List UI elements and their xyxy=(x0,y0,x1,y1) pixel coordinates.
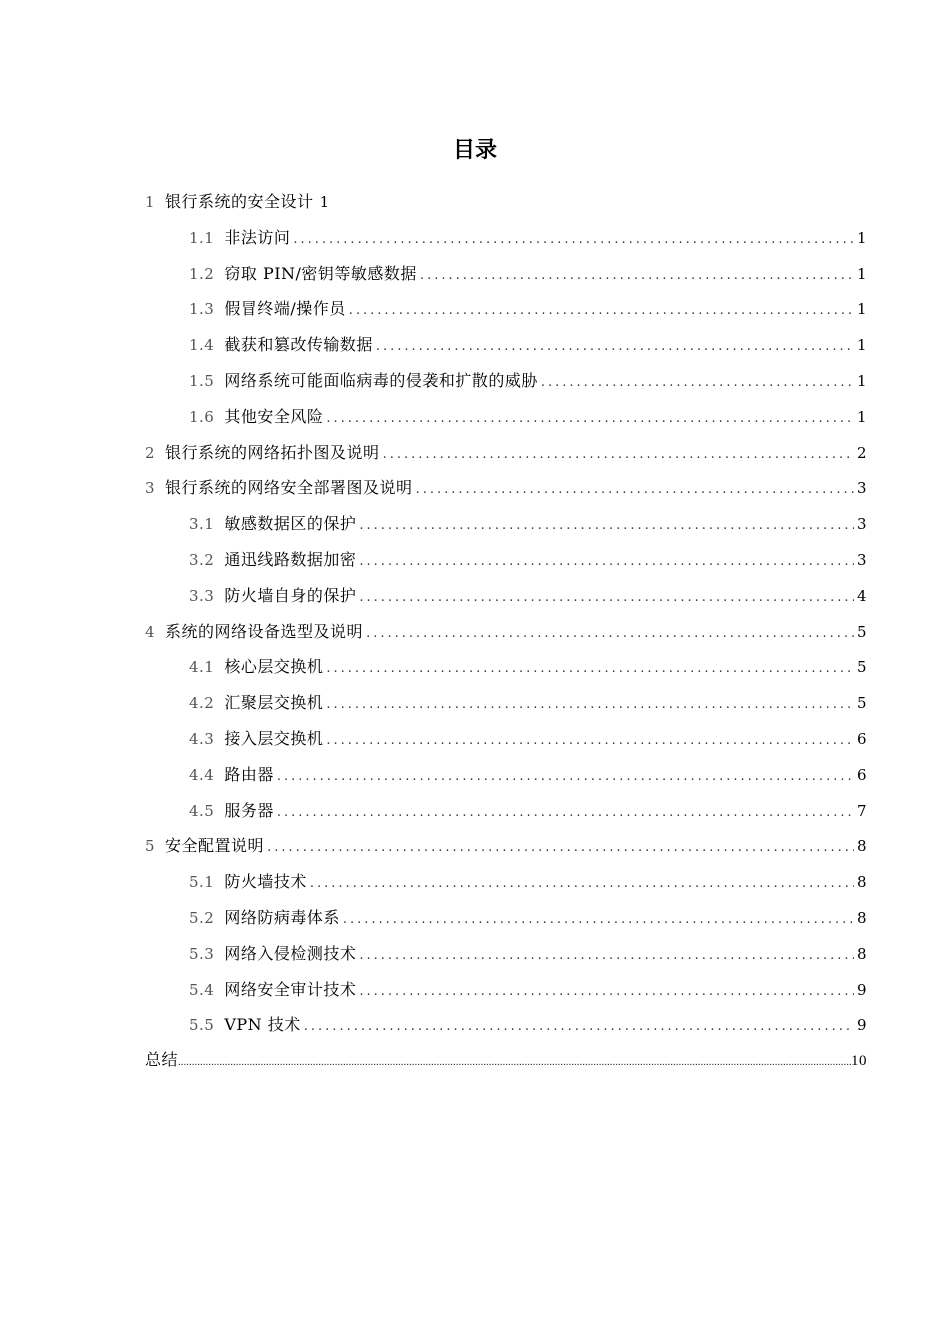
toc-entry-number: 1.5 xyxy=(189,371,215,390)
toc-entry-1-4[interactable] xyxy=(145,327,867,363)
dot-leader xyxy=(366,616,854,652)
dot-leader xyxy=(359,938,854,974)
toc-entry-page: 5 xyxy=(856,658,867,677)
toc-entry-number: 5.5 xyxy=(189,1016,215,1035)
toc-entry-label: 网络入侵检测技术 xyxy=(224,943,357,963)
toc-entry-summary[interactable] xyxy=(145,1043,867,1079)
toc-entry-page: 8 xyxy=(856,944,867,963)
toc-entry-number: 1 xyxy=(145,193,156,211)
toc-entry-3-2[interactable] xyxy=(145,542,867,578)
toc-entry-label: 银行系统的网络拓扑图及说明 xyxy=(165,442,380,462)
toc-entry-page: 5 xyxy=(856,694,867,713)
toc-entry-number: 1.4 xyxy=(189,336,215,355)
toc-entry-number: 3.1 xyxy=(189,515,215,534)
dot-leader xyxy=(277,759,854,795)
toc-entry-page: 9 xyxy=(856,980,867,999)
toc-entry-page: 3 xyxy=(856,515,867,534)
toc-entry-page: 2 xyxy=(856,443,867,462)
dot-leader xyxy=(349,293,854,329)
toc-entry-5-4[interactable] xyxy=(145,972,867,1008)
toc-entry-page: 9 xyxy=(856,1016,867,1035)
toc-entry-label: 核心层交换机 xyxy=(224,657,324,677)
dot-leader xyxy=(359,580,854,616)
toc-entry-label: 防火墙自身的保护 xyxy=(224,585,357,605)
toc-entry-page: 3 xyxy=(856,479,867,498)
toc-entry-number: 5 xyxy=(145,837,156,856)
toc-entry-5-3[interactable] xyxy=(145,936,867,972)
toc-entry-label: 总结 xyxy=(145,1052,179,1070)
toc-entry-page: 1 xyxy=(856,407,867,426)
toc-entry-label: 敏感数据区的保护 xyxy=(224,514,357,534)
toc-entry-page: 3 xyxy=(856,550,867,569)
toc-entry-1-6[interactable] xyxy=(145,399,867,435)
toc-entry-5-1[interactable] xyxy=(145,864,867,900)
toc-entry-label: 接入层交换机 xyxy=(224,728,324,748)
toc-entry-label: 通迅线路数据加密 xyxy=(224,549,357,569)
page-title: 目录 xyxy=(452,138,497,163)
toc-entry-4-1[interactable] xyxy=(145,649,867,685)
dot-leader xyxy=(420,258,854,294)
toc-entry-number: 4.2 xyxy=(189,694,215,713)
toc-entry-5[interactable] xyxy=(145,828,867,864)
dot-leader xyxy=(359,508,854,544)
toc-entry-number: 1.3 xyxy=(189,300,215,319)
dot-leader xyxy=(541,365,854,401)
toc-entry-number: 4.3 xyxy=(189,729,215,748)
toc-entry-2[interactable] xyxy=(145,435,867,471)
toc-entry-number: 3.2 xyxy=(189,550,215,569)
toc-entry-number: 2 xyxy=(145,443,156,462)
toc-entry-3-1[interactable] xyxy=(145,506,867,542)
toc-entry-label: 假冒终端/操作员 xyxy=(224,299,346,319)
toc-entry-number: 1.6 xyxy=(189,407,215,426)
toc-entry-4-3[interactable] xyxy=(145,721,867,757)
toc-entry-page: 10 xyxy=(851,1053,867,1070)
toc-entry-page: 6 xyxy=(856,765,867,784)
toc-entry-page: 6 xyxy=(856,729,867,748)
dot-leader xyxy=(293,222,854,258)
toc-entry-page: 1 xyxy=(856,371,867,390)
toc-entry-number: 3 xyxy=(145,479,156,498)
toc-entry-5-5[interactable] xyxy=(145,1007,867,1043)
dot-leader xyxy=(359,544,854,580)
dot-leader xyxy=(359,974,854,1010)
toc-entry-1-5[interactable] xyxy=(145,363,867,399)
toc-entry-5-2[interactable] xyxy=(145,900,867,936)
dot-leader xyxy=(310,866,854,902)
toc-entry-number: 1.1 xyxy=(189,228,215,247)
toc-entry-1-3[interactable] xyxy=(145,291,867,327)
toc-entry-page: 8 xyxy=(856,873,867,892)
dot-leader xyxy=(343,902,854,938)
toc-entry-number: 4 xyxy=(145,622,156,641)
dot-leader xyxy=(277,795,854,831)
toc-entry-number: 5.3 xyxy=(189,944,215,963)
toc-entry-1[interactable] xyxy=(145,184,867,220)
toc-entry-label: 非法访问 xyxy=(224,227,291,247)
toc-entry-label: 汇聚层交换机 xyxy=(224,693,324,713)
toc-entry-number: 1.2 xyxy=(189,264,215,283)
toc-entry-label: 防火墙技术 xyxy=(224,872,307,892)
dot-leader xyxy=(326,651,854,687)
dot-leader xyxy=(267,830,854,866)
toc-entry-label: 路由器 xyxy=(224,764,274,784)
dot-leader xyxy=(326,723,854,759)
toc-entry-page: 1 xyxy=(856,336,867,355)
toc-entry-label: VPN 技术 xyxy=(224,1015,301,1035)
dot-leader xyxy=(326,687,854,723)
toc-entry-label: 截获和篡改传输数据 xyxy=(224,335,373,355)
toc-entry-label: 银行系统的安全设计 xyxy=(165,192,314,211)
toc-entry-3-3[interactable] xyxy=(145,578,867,614)
toc-entry-4-4[interactable] xyxy=(145,757,867,793)
toc-entry-number: 5.1 xyxy=(189,873,215,892)
toc-entry-label: 网络防病毒体系 xyxy=(224,907,340,927)
toc-entry-label: 银行系统的网络安全部署图及说明 xyxy=(165,478,413,498)
dot-leader xyxy=(376,329,854,365)
toc-entry-page: 1 xyxy=(856,300,867,319)
toc-entry-number: 3.3 xyxy=(189,586,215,605)
toc-entry-label: 系统的网络设备选型及说明 xyxy=(165,621,364,641)
toc-entry-page: 1 xyxy=(319,193,330,211)
dot-leader xyxy=(178,1045,851,1081)
toc-entry-1-1[interactable] xyxy=(145,220,867,256)
toc-entry-label: 其他安全风险 xyxy=(224,406,324,426)
toc-entry-number: 4.4 xyxy=(189,765,215,784)
table-of-contents xyxy=(145,184,867,1079)
toc-entry-page: 1 xyxy=(856,228,867,247)
toc-entry-number: 5.2 xyxy=(189,908,215,927)
toc-entry-page: 8 xyxy=(856,908,867,927)
toc-entry-label: 网络安全审计技术 xyxy=(224,979,357,999)
toc-entry-3[interactable] xyxy=(145,470,867,506)
toc-entry-number: 4.1 xyxy=(189,658,215,677)
toc-entry-label: 网络系统可能面临病毒的侵袭和扩散的威胁 xyxy=(224,370,538,390)
toc-entry-page: 1 xyxy=(856,264,867,283)
toc-entry-page: 8 xyxy=(856,837,867,856)
toc-entry-4-2[interactable] xyxy=(145,685,867,721)
dot-leader xyxy=(304,1009,854,1045)
toc-entry-1-2[interactable] xyxy=(145,256,867,292)
dot-leader xyxy=(416,472,854,508)
toc-entry-page: 5 xyxy=(856,622,867,641)
toc-entry-page: 4 xyxy=(856,586,867,605)
toc-entry-4-5[interactable] xyxy=(145,793,867,829)
toc-entry-label: 窃取 PIN/密钥等敏感数据 xyxy=(224,263,417,283)
toc-entry-number: 4.5 xyxy=(189,801,215,820)
toc-entry-label: 安全配置说明 xyxy=(165,836,265,856)
dot-leader xyxy=(383,437,854,473)
toc-entry-4[interactable] xyxy=(145,614,867,650)
toc-entry-page: 7 xyxy=(856,801,867,820)
dot-leader xyxy=(326,401,854,437)
toc-entry-label: 服务器 xyxy=(224,800,274,820)
toc-entry-number: 5.4 xyxy=(189,980,215,999)
